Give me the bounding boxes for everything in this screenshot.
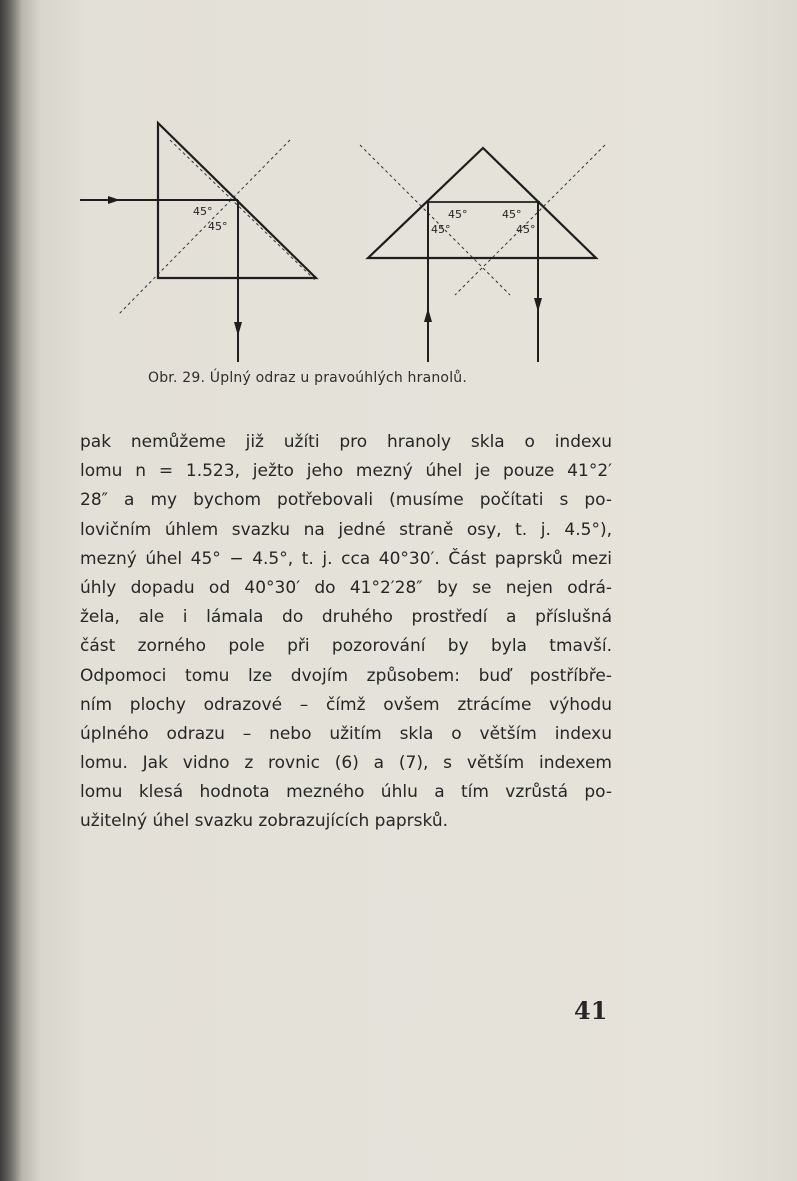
body-paragraph (80, 428, 612, 837)
left-angle-label-1: 45° (193, 205, 213, 218)
figure-total-reflection-prisms (70, 100, 630, 370)
right-normal-line-1 (360, 145, 510, 295)
right-prism-outline (368, 148, 596, 258)
right-angle-label-4: 45° (516, 223, 536, 236)
left-angle-label-2: 45° (208, 220, 228, 233)
left-reflected-arrowhead (234, 322, 242, 336)
figure-caption: Obr. 29. Úplný odraz u pravoúhlých hranolů. (148, 370, 468, 386)
right-exit-arrowhead (534, 298, 542, 312)
text-line: lomu n = 1.523, ježto jeho mezný úhel je pouze 41°2′ (80, 461, 612, 482)
text-line: užitelný úhel svazku zobrazujících paprsků. (80, 811, 449, 832)
text-line: část zorného pole při pozorování by byla tmavší. (80, 636, 612, 657)
text-line: lovičním úhlem svazku na jedné straně osy, t. j. 4.5°), (80, 519, 612, 540)
right-prism (360, 145, 605, 362)
text-line: 28″ a my bychom potřebovali (musíme počítati s po- (80, 490, 612, 511)
right-normal-line-2 (455, 145, 605, 295)
text-line: Odpomoci tomu lze dvojím způsobem: buď postříbře- (80, 665, 612, 686)
text-line: žela, ale i lámala do druhého prostředí a příslušná (80, 607, 612, 628)
right-angle-label-3: 45° (502, 208, 522, 221)
right-incident-arrowhead (424, 308, 432, 322)
text-line: úplného odrazu – nebo užitím skla o větším indexu (80, 723, 612, 744)
right-angle-label-2: 45° (431, 223, 451, 236)
left-incident-arrowhead (108, 196, 120, 204)
page-number: 41 (574, 996, 608, 1025)
text-line: úhly dopadu od 40°30′ do 41°2′28″ by se nejen odrá- (80, 577, 612, 598)
text-line: pak nemůžeme již užíti pro hranoly skla o indexu (80, 432, 612, 452)
left-reference-line (170, 140, 315, 280)
text-line: mezný úhel 45° − 4.5°, t. j. cca 40°30′. Část paprsků mezi (80, 548, 612, 569)
left-prism (80, 123, 316, 362)
text-line: lomu klesá hodnota mezného úhlu a tím vzrůstá po- (80, 782, 612, 803)
text-line: lomu. Jak vidno z rovnic (6) a (7), s větším indexem (80, 753, 612, 774)
prism-diagram (70, 100, 630, 370)
text-line: ním plochy odrazové – čímž ovšem ztrácíme výhodu (80, 694, 612, 715)
right-angle-label-1: 45° (448, 208, 468, 221)
